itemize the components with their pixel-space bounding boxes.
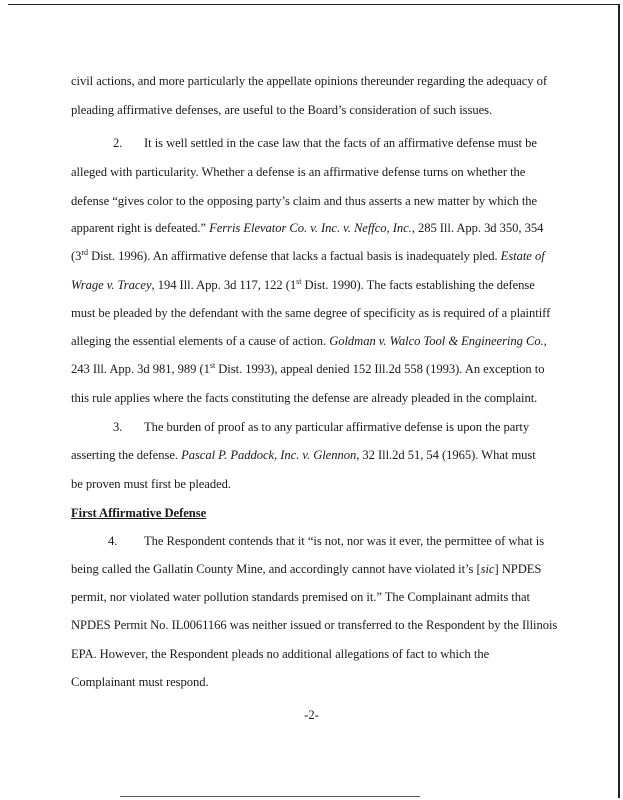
section-heading: First Affirmative Defense <box>71 506 207 520</box>
paragraph-number: 4. <box>108 534 118 548</box>
paragraph-2-line <box>71 135 537 151</box>
text-line <box>71 277 535 293</box>
case-citation: Wrage v. Tracey <box>71 278 152 292</box>
paragraph-4-line <box>71 533 544 549</box>
text-line: NPDES Permit No. IL0061166 was neither issued or transferred to the Respondent by the Illinois <box>71 618 558 632</box>
paragraph-number: 2. <box>113 136 123 150</box>
text-span: The Respondent contends that it “is not, nor was it ever, the permittee of what is <box>144 534 545 548</box>
text-span: , 285 Ill. App. 3d 350, 354 <box>411 221 544 235</box>
text-span: The burden of proof as to any particular affirmative defense is upon the party <box>144 420 530 434</box>
paragraph-number: 3. <box>113 420 123 434</box>
page-top-border <box>8 4 619 5</box>
text-line <box>71 447 536 463</box>
paragraph-3-line <box>71 419 529 435</box>
text-span: apparent right is defeated.” <box>71 221 210 235</box>
text-span: 243 Ill. App. 3d 981, 989 (1 <box>71 362 210 376</box>
text-line: Complainant must respond. <box>71 675 209 689</box>
text-span: (3 <box>71 249 82 263</box>
case-citation: Estate of <box>500 249 545 263</box>
text-line: civil actions, and more particularly the appellate opinions thereunder regarding the adequacy of <box>71 74 548 88</box>
text-line: pleading affirmative defenses, are useful to the Board’s consideration of such issues. <box>71 103 493 117</box>
ordinal-suffix: st <box>296 277 302 286</box>
text-span: being called the Gallatin County Mine, and accordingly cannot have violated it’s [ <box>71 562 481 576</box>
text-span: , 32 Ill.2d 51, 54 (1965). What must <box>356 448 536 462</box>
text-span: Dist. 1993), appeal denied 152 Ill.2d 558 (1993). An exception to <box>215 362 545 376</box>
page-number: -2- <box>304 708 319 722</box>
case-citation: Pascal P. Paddock, Inc. v. Glennon <box>181 448 357 462</box>
bottom-scan-line <box>120 796 420 797</box>
text-span: asserting the defense. <box>71 448 182 462</box>
text-line <box>71 333 547 349</box>
text-line <box>71 561 541 577</box>
ordinal-suffix: st <box>209 361 216 370</box>
text-span: Dist. 1996). An affirmative defense that lacks a factual basis is inadequately pled. <box>87 249 501 263</box>
text-line: defense “gives color to the opposing party’s claim and thus asserts a new matter by which the <box>71 194 538 208</box>
page-right-border <box>618 4 620 798</box>
case-citation: Ferris Elevator Co. v. Inc. v. Neffco, Inc. <box>209 221 412 235</box>
text-line: be proven must first be pleaded. <box>71 477 231 491</box>
text-line <box>71 220 543 236</box>
text-line: permit, nor violated water pollution standards premised on it.” The Complainant admits that <box>71 590 530 604</box>
text-span: alleging the essential elements of a cause of action. <box>71 334 330 348</box>
text-line: this rule applies where the facts constituting the defense are already pleaded in the complaint. <box>71 391 538 405</box>
text-line: alleged with particularity. Whether a defense is an affirmative defense turns on whether the <box>71 165 526 179</box>
text-line: EPA. However, the Respondent pleads no additional allegations of fact to which the <box>71 647 490 661</box>
text-span: , 194 Ill. App. 3d 117, 122 (1 <box>151 278 297 292</box>
ordinal-suffix: rd <box>81 248 88 257</box>
text-line <box>71 248 545 264</box>
text-span: Dist. 1990). The facts establishing the defense <box>301 278 535 292</box>
text-span: , <box>543 334 547 348</box>
text-span: It is well settled in the case law that the facts of an affirmative defense must be <box>144 136 537 150</box>
text-line: must be pleaded by the defendant with the same degree of specificity as is required of a plaintiff <box>71 306 551 320</box>
text-line <box>71 361 544 377</box>
sic-notation: sic <box>480 562 495 576</box>
text-span: ] NPDES <box>494 562 542 576</box>
case-citation: Goldman v. Walco Tool & Engineering Co. <box>329 334 544 348</box>
